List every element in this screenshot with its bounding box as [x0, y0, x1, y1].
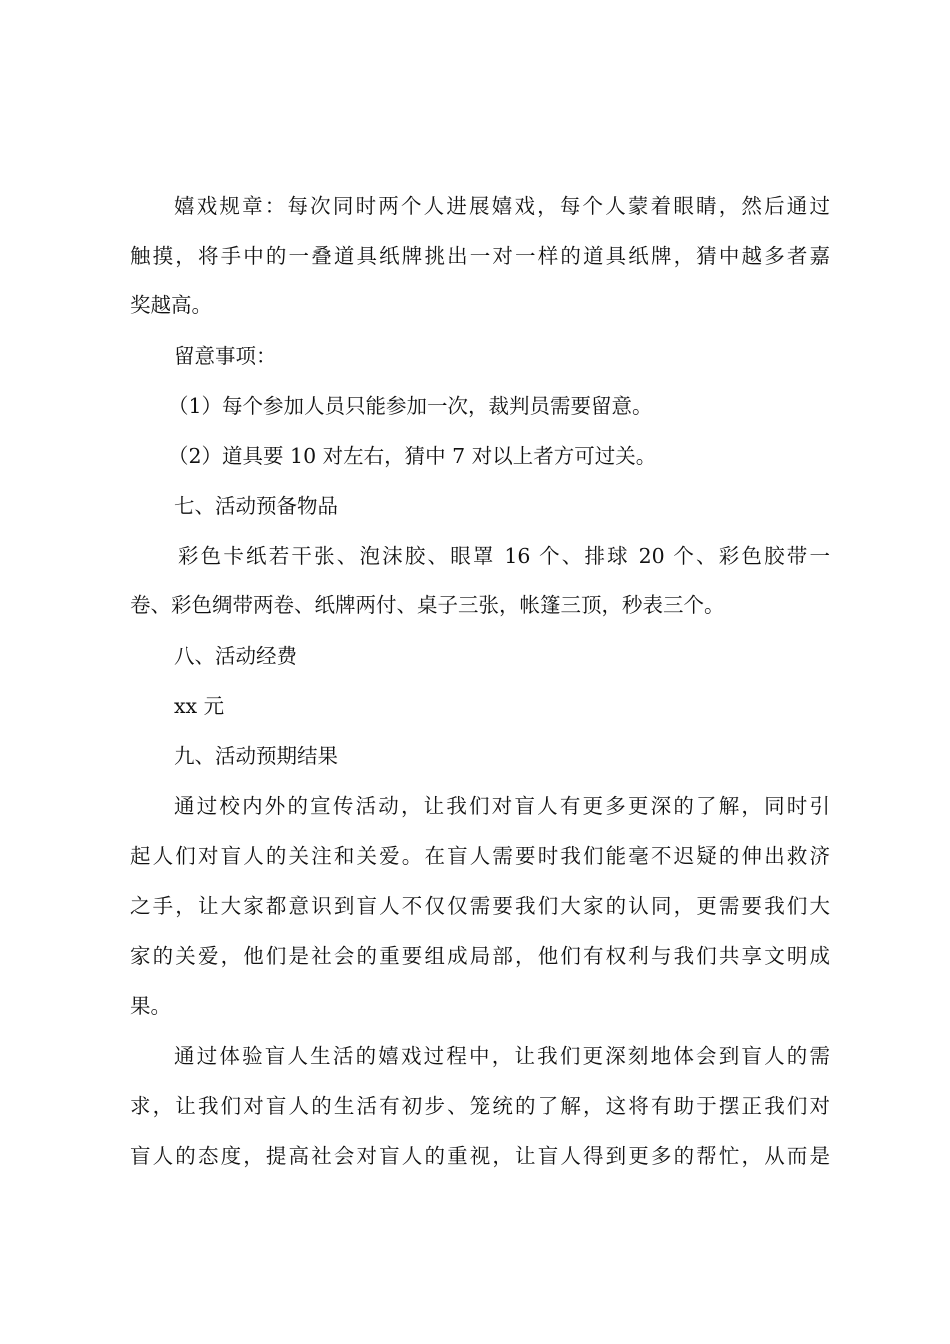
- result-para1-line-4: 家的关爱，他们是社会的重要组成局部，他们有权利与我们共享文明成: [130, 944, 830, 968]
- supplies-line-1: 彩色卡纸若干张、泡沫胶、眼罩 16 个、排球 20 个、彩色胶带一: [178, 544, 830, 568]
- supplies-line-2: 卷、彩色绸带两卷、纸牌两付、桌子三张，帐篷三顶，秒表三个。: [130, 593, 725, 617]
- result-para2-line-3: 盲人的态度，提高社会对盲人的重视，让盲人得到更多的帮忙，从而是: [130, 1144, 830, 1168]
- result-para2-line-1: 通过体验盲人生活的嬉戏过程中，让我们更深刻地体会到盲人的需: [174, 1044, 830, 1068]
- rule-line-2: 触摸，将手中的一叠道具纸牌挑出一对一样的道具纸牌，猜中越多者嘉: [130, 244, 830, 268]
- budget-value: xx 元: [174, 694, 225, 718]
- note-item-2: （2）道具要 10 对左右，猜中 7 对以上者方可过关。: [168, 444, 657, 468]
- result-para1-line-1: 通过校内外的宣传活动，让我们对盲人有更多更深的了解，同时引: [174, 794, 830, 818]
- note-item-1: （1）每个参加人员只能参加一次，裁判员需要留意。: [168, 394, 653, 418]
- result-para2-line-2: 求，让我们对盲人的生活有初步、笼统的了解，这将有助于摆正我们对: [130, 1094, 830, 1118]
- section-heading-8: 八、活动经费: [174, 644, 297, 668]
- rule-line-1: 嬉戏规章：每次同时两个人进展嬉戏，每个人蒙着眼睛，然后通过: [174, 194, 830, 218]
- section-heading-9: 九、活动预期结果: [174, 744, 338, 768]
- rule-line-3: 奖越高。: [130, 293, 212, 317]
- result-para1-line-5: 果。: [130, 994, 171, 1018]
- result-para1-line-3: 之手，让大家都意识到盲人不仅仅需要我们大家的认同，更需要我们大: [130, 894, 830, 918]
- result-para1-line-2: 起人们对盲人的关注和关爱。在盲人需要时我们能毫不迟疑的伸出救济: [130, 844, 830, 868]
- notes-heading: 留意事项：: [174, 344, 277, 368]
- section-heading-7: 七、活动预备物品: [174, 494, 338, 518]
